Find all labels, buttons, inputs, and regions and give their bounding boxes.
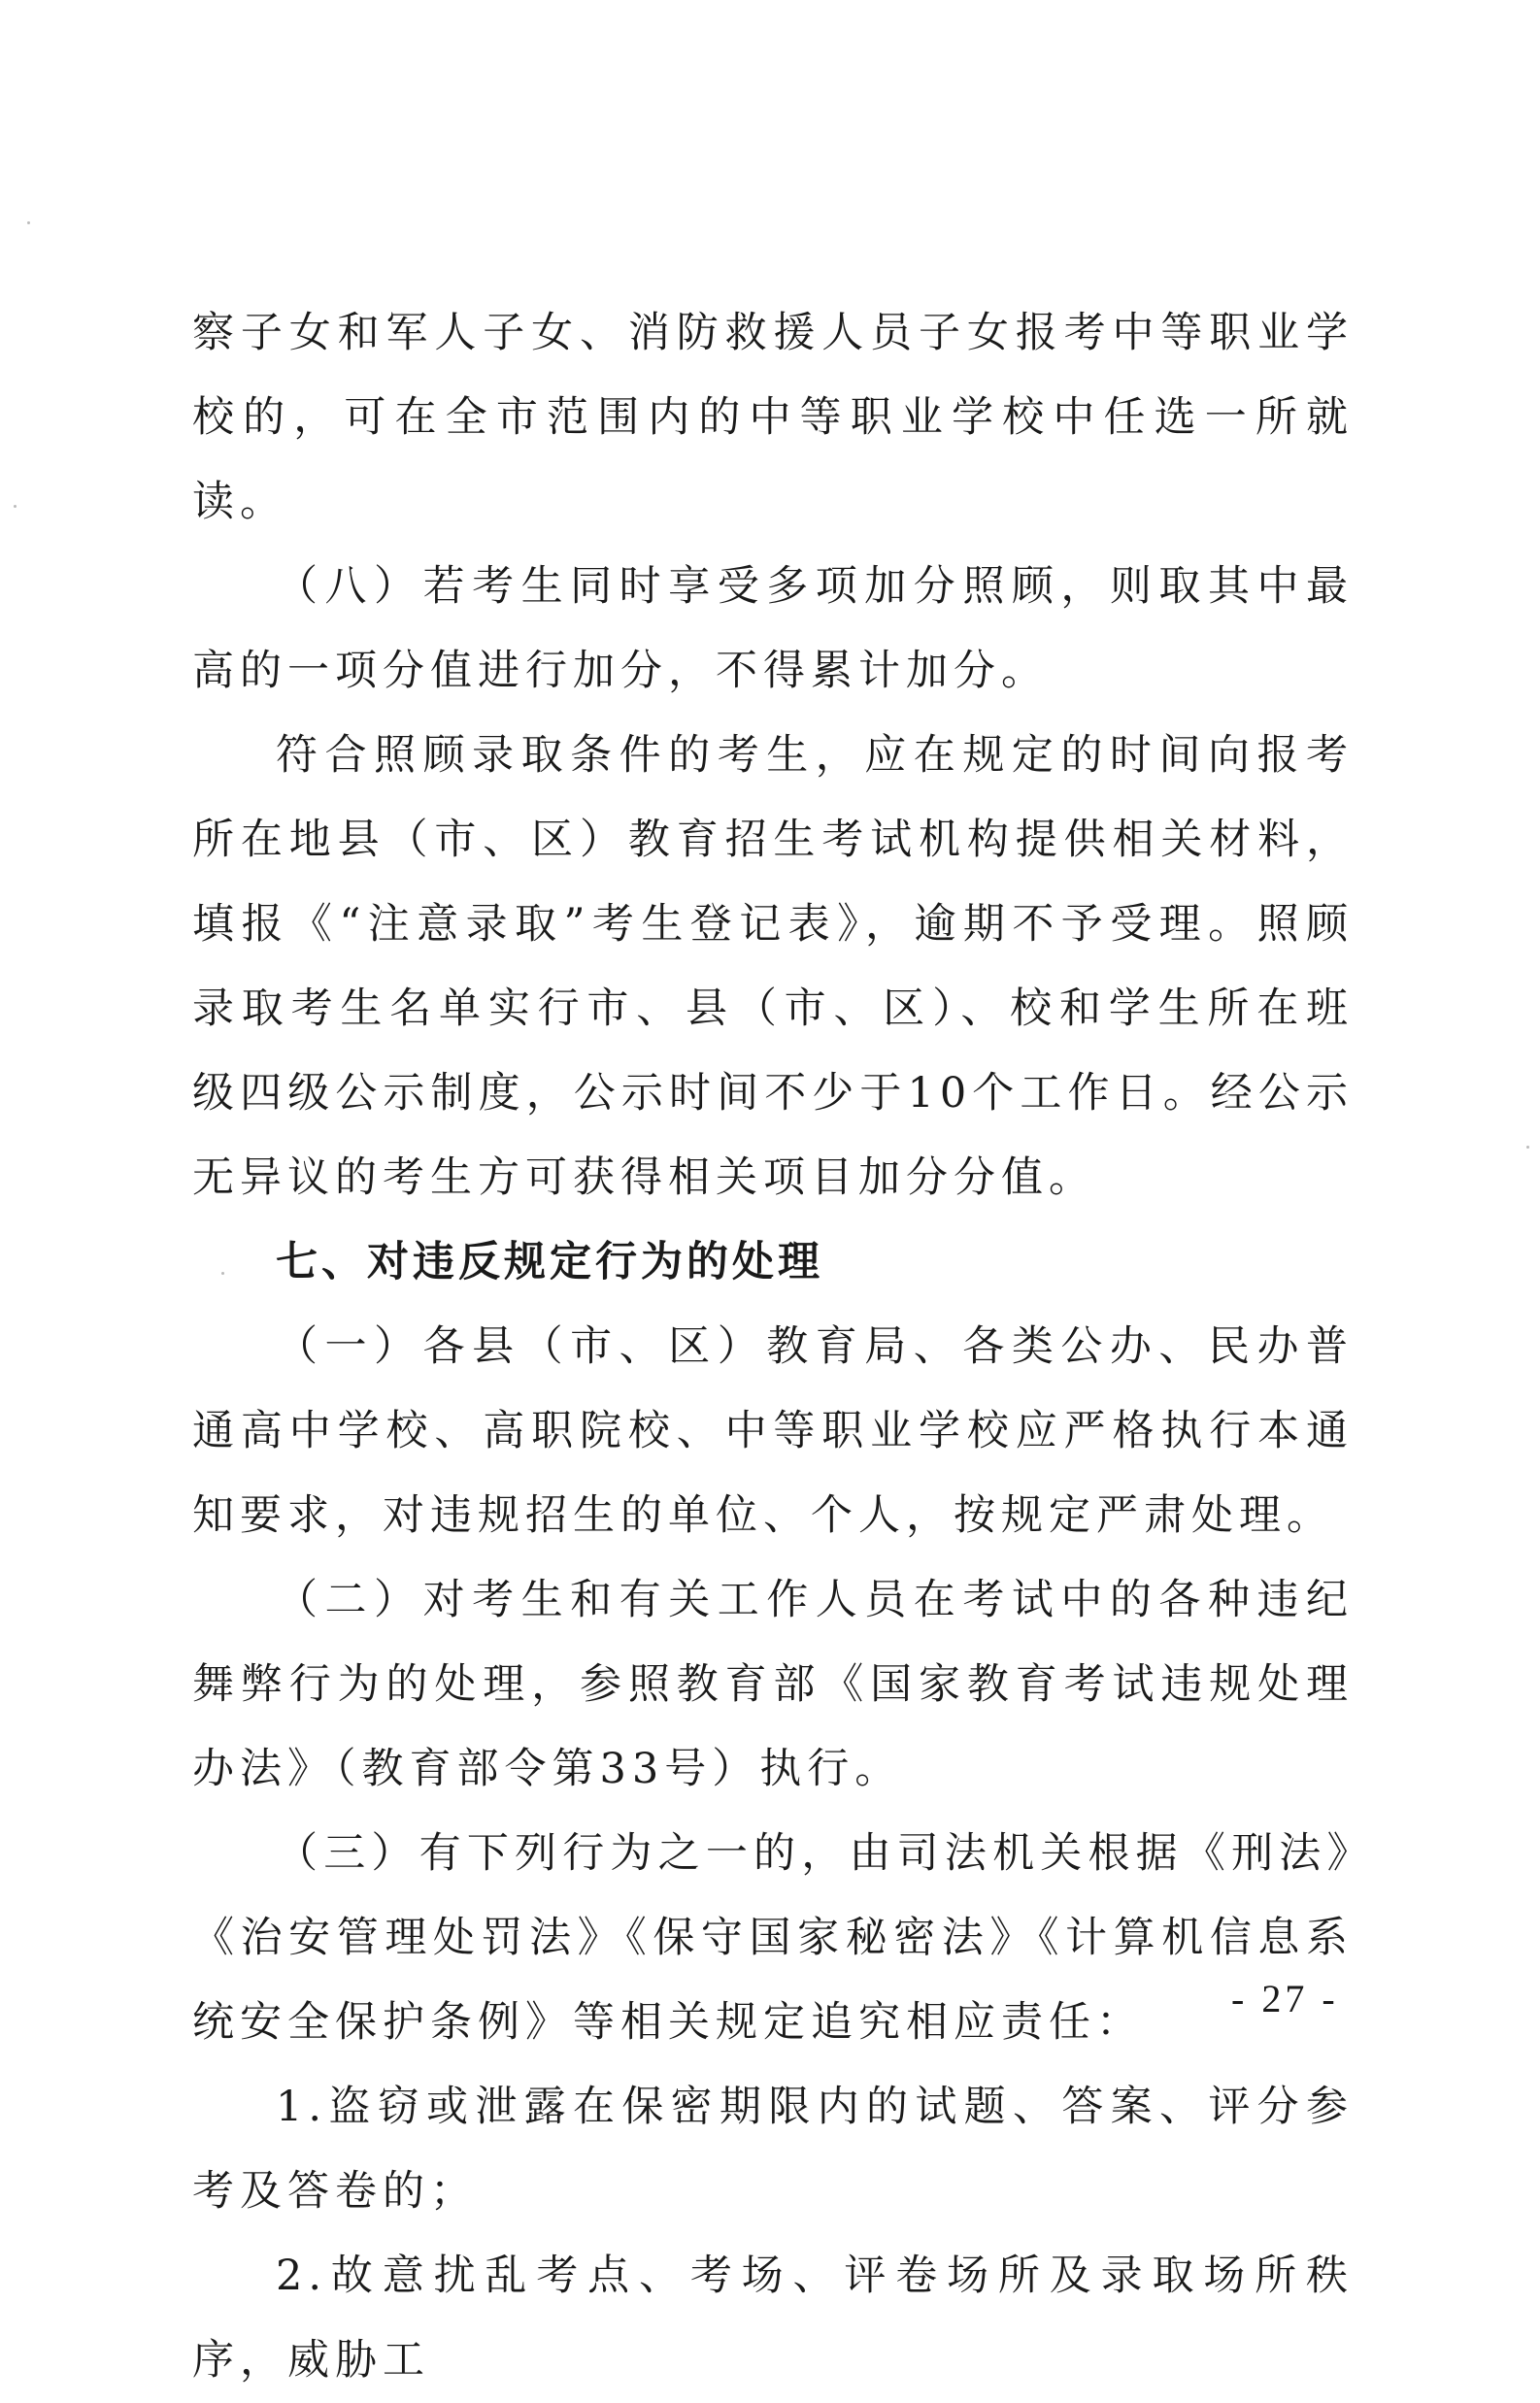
scan-artifact-dot [14,505,17,508]
paragraph-continuation: 察子女和军人子女、消防救援人员子女报考中等职业学校的，可在全市范围内的中等职业学校中任选一所就读。 [192,309,1354,526]
list-item-1: 1.盗窃或泄露在保密期限内的试题、答案、评分参考及答卷的； [192,2083,1354,2216]
scan-artifact-dot [1526,1146,1529,1149]
paragraph-item-2: （二）对考生和有关工作人员在考试中的各种违纪舞弊行为的处理，参照教育部《国家教育考试违规处理办法》（教育部令第33号）执行。 [192,1576,1354,1793]
scan-artifact-dot [27,221,30,224]
paragraph-care-admission: 符合照顾录取条件的考生，应在规定的时间向报考所在地县（市、区）教育招生考试机构提供相关材料，填报《“注意录取”考生登记表》，逾期不予受理。照顾录取考生名单实行市、县（市、区）、校和学生所在班级四级公示制度，公示时间不少于10个工作日。经公示无异议的考生方可获得相关项目加分分值。 [192,731,1354,1202]
scan-artifact-dot [221,1272,224,1275]
paragraph-item-1: （一）各县（市、区）教育局、各类公办、民办普通高中学校、高职院校、中等职业学校应严格执行本通知要求，对违规招生的单位、个人，按规定严肃处理。 [192,1322,1354,1540]
paragraph-item-8: （八）若考生同时享受多项加分照顾，则取其中最高的一项分值进行加分，不得累计加分。 [192,562,1354,695]
page-number: - 27 - [1231,1977,1339,2020]
document-body [192,291,1354,2403]
list-item-2: 2.故意扰乱考点、考场、评卷场所及录取场所秩序，威胁工 [192,2252,1354,2385]
section-heading: 七、对违反规定行为的处理 [276,1238,823,1286]
paragraph-item-3: （三）有下列行为之一的，由司法机关根据《刑法》《治安管理处罚法》《保守国家秘密法》《计算机信息系统安全保护条例》等相关规定追究相应责任： [192,1829,1354,2047]
